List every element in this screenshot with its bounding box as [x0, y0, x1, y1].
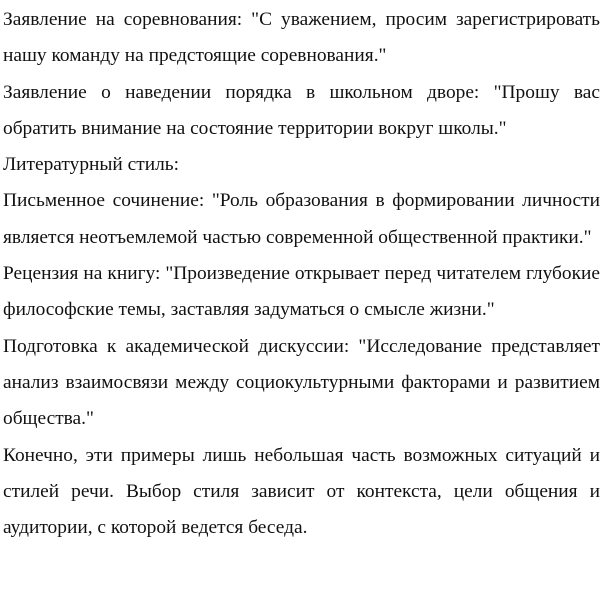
- paragraph-schoolyard-application: Заявление о наведении порядка в школьном дворе: "Прошу вас обратить внимание на состояние территории вокруг школы.": [3, 81, 600, 139]
- paragraph-competition-application: Заявление на соревнования: "С уважением, просим зарегистрировать нашу команду на предстоящие соревнования.": [3, 9, 600, 67]
- section-heading-literary-style: Литературный стиль:: [3, 154, 180, 176]
- paragraph-book-review: Рецензия на книгу: "Произведение открывает перед читателем глубокие философские темы, заставляя задуматься о смысле жизни.": [3, 263, 600, 321]
- paragraph-written-essay: Письменное сочинение: "Роль образования в формировании личности является неотъемлемой частью современной общественной практики.": [3, 190, 600, 248]
- paragraph-conclusion: Конечно, эти примеры лишь небольшая часть возможных ситуаций и стилей речи. Выбор стиля зависит от контекста, цели общения и аудитории, с которой ведется беседа.: [3, 444, 600, 539]
- paragraph-academic-discussion: Подготовка к академической дискуссии: "Исследование представляет анализ взаимосвязи между социокультурными факторами и развитием общества.": [3, 335, 600, 430]
